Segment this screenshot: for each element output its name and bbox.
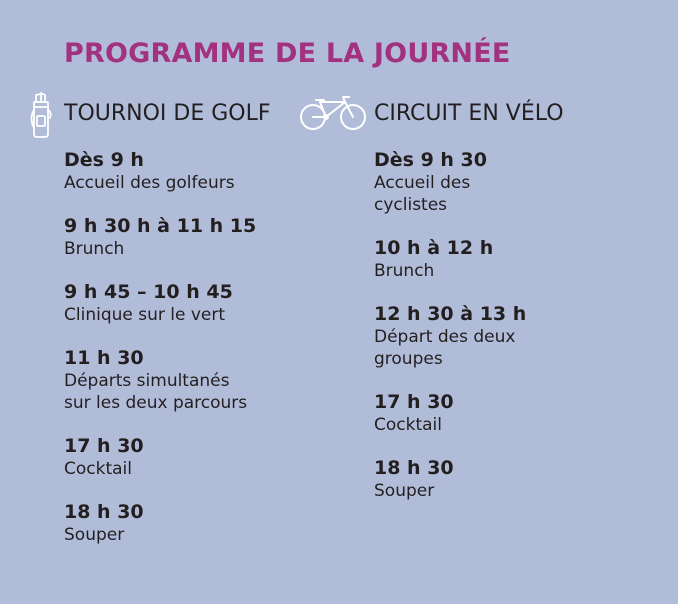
- schedule-desc: Départs simultanés sur les deux parcours: [64, 371, 248, 413]
- schedule-item: [64, 214, 256, 260]
- schedule-item: [64, 500, 256, 546]
- schedule-item: [374, 456, 526, 502]
- schedule-desc: Accueil des golfeurs: [64, 173, 235, 193]
- schedule-desc: Cocktail: [374, 415, 442, 435]
- schedule-time: Dès 9 h: [64, 149, 144, 171]
- golf-heading: TOURNOI DE GOLF: [64, 101, 271, 126]
- bicycle-icon: [298, 92, 368, 136]
- golf-bag-icon: [28, 92, 54, 144]
- schedule-desc: Brunch: [374, 261, 435, 281]
- schedule-item: [64, 148, 256, 194]
- schedule-item: [374, 236, 526, 282]
- schedule-desc: Cocktail: [64, 459, 132, 479]
- schedule-time: 9 h 45 – 10 h 45: [64, 281, 233, 303]
- schedule-item: [374, 302, 526, 370]
- velo-heading: CIRCUIT EN VÉLO: [374, 101, 564, 126]
- page-title: PROGRAMME DE LA JOURNÉE: [64, 38, 511, 69]
- schedule-item: [374, 390, 526, 436]
- schedule-time: Dès 9 h 30: [374, 149, 487, 171]
- schedule-item: [64, 346, 256, 414]
- schedule-time: 10 h à 12 h: [374, 237, 494, 259]
- schedule-desc: Brunch: [64, 239, 125, 259]
- schedule-desc: Clinique sur le vert: [64, 305, 226, 325]
- schedule-time: 18 h 30: [64, 501, 144, 523]
- schedule-desc: Accueil des cyclistes: [374, 173, 471, 215]
- schedule-item: [64, 280, 256, 326]
- velo-schedule: [374, 148, 526, 522]
- schedule-time: 18 h 30: [374, 457, 454, 479]
- schedule-desc: Souper: [374, 481, 435, 501]
- schedule-time: 17 h 30: [64, 435, 144, 457]
- schedule-time: 11 h 30: [64, 347, 144, 369]
- golf-schedule: [64, 148, 256, 566]
- schedule-time: 17 h 30: [374, 391, 454, 413]
- schedule-item: [64, 434, 256, 480]
- schedule-desc: Départ des deux groupes: [374, 327, 516, 369]
- schedule-desc: Souper: [64, 525, 125, 545]
- schedule-time: 9 h 30 h à 11 h 15: [64, 215, 257, 237]
- schedule-item: [374, 148, 526, 216]
- schedule-time: 12 h 30 à 13 h: [374, 303, 527, 325]
